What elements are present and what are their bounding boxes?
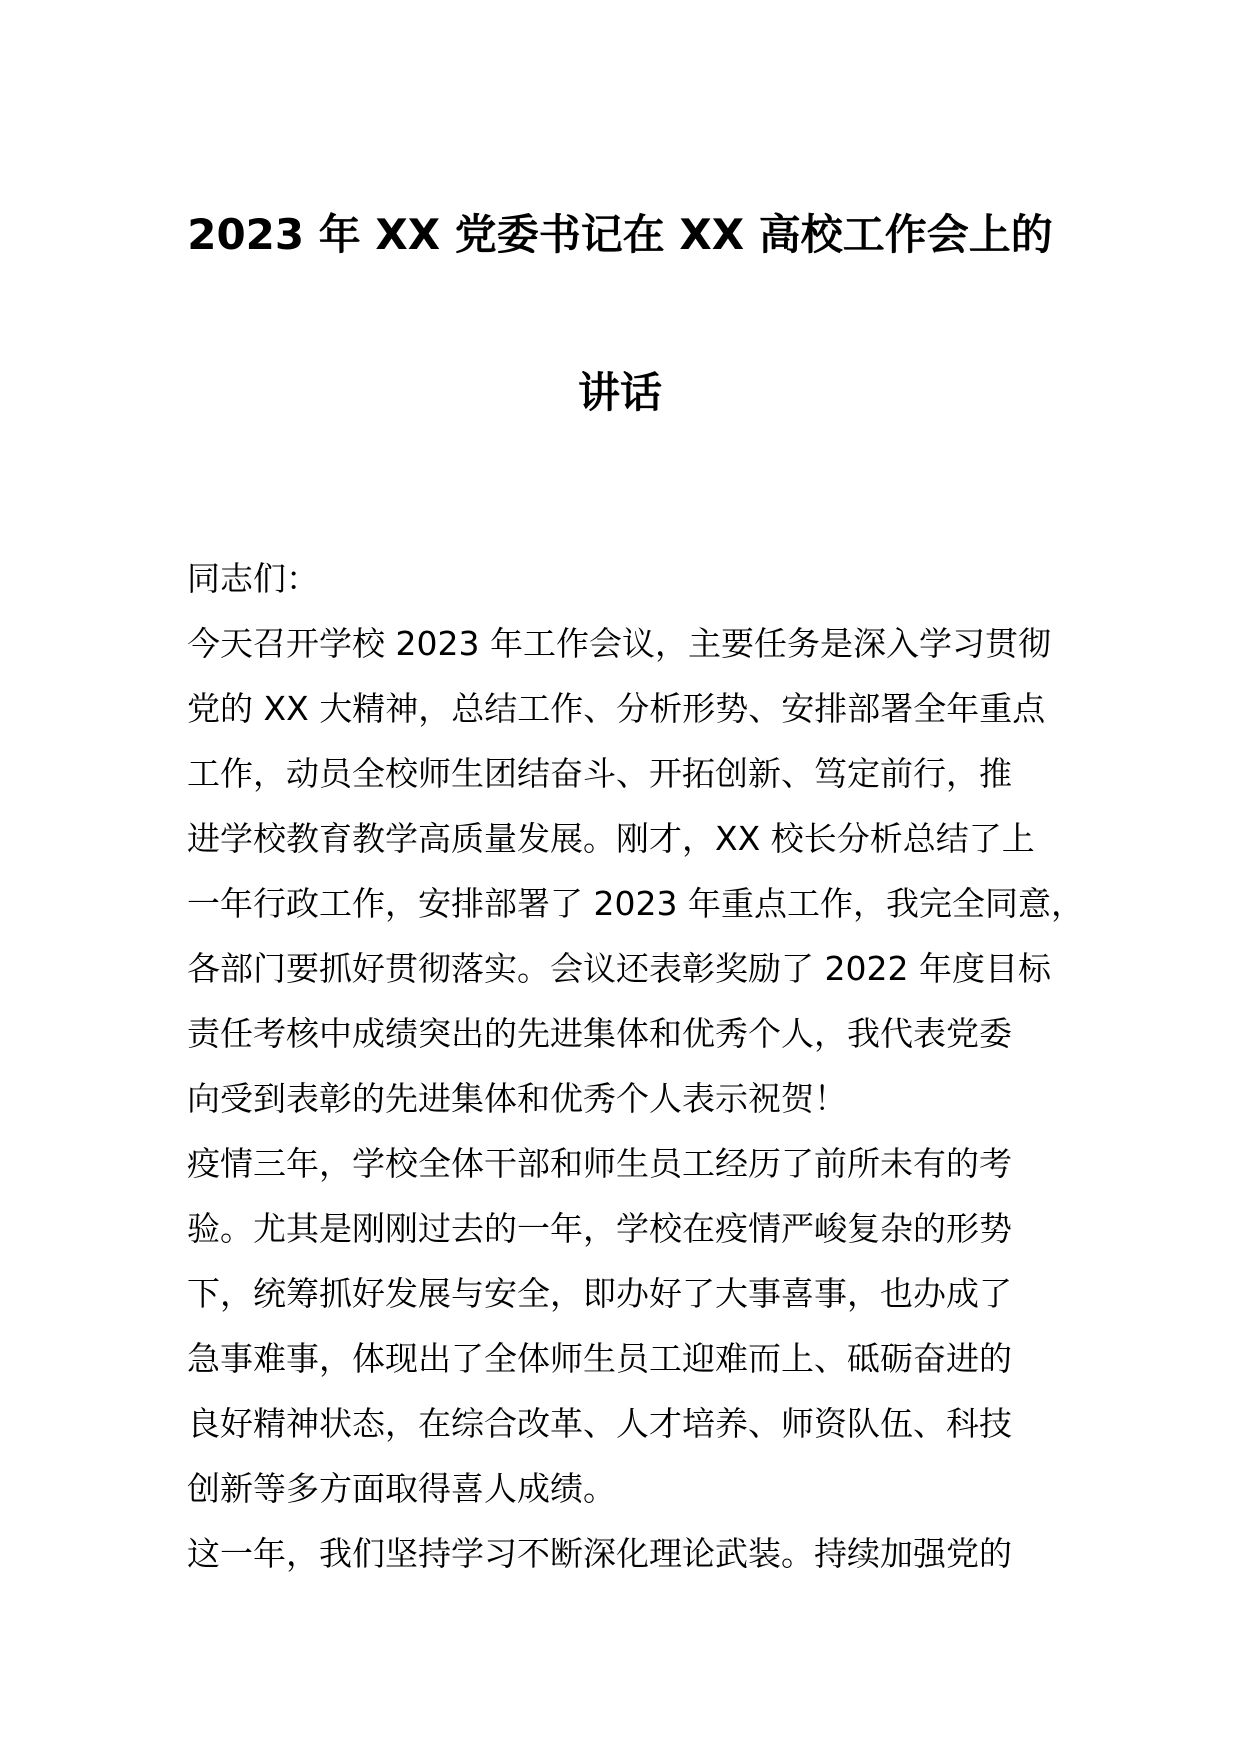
body-line: 验。尤其是刚刚过去的一年，学校在疫情严峻复杂的形势: [187, 1209, 1012, 1248]
body-line: 下，统筹抓好发展与安全，即办好了大事喜事，也办成了: [187, 1274, 1012, 1313]
body-line: 党的 XX 大精神，总结工作、分析形势、安排部署全年重点: [187, 689, 1046, 728]
body-line: 各部门要抓好贯彻落实。会议还表彰奖励了 2022 年度目标: [187, 949, 1051, 988]
body-line: 向受到表彰的先进集体和优秀个人表示祝贺！: [187, 1079, 847, 1118]
body-line: 良好精神状态，在综合改革、人才培养、师资队伍、科技: [187, 1404, 1012, 1443]
document-title-line-2: 讲话: [577, 368, 662, 417]
body-line: 责任考核中成绩突出的先进集体和优秀个人，我代表党委: [187, 1014, 1012, 1053]
body-line: 一年行政工作，安排部署了 2023 年重点工作，我完全同意，: [187, 884, 1084, 923]
document-title-line-1: 2023 年 XX 党委书记在 XX 高校工作会上的: [187, 210, 1053, 259]
body-line: 疫情三年，学校全体干部和师生员工经历了前所未有的考: [187, 1144, 1012, 1183]
salutation: 同志们：: [187, 559, 319, 598]
body-line: 今天召开学校 2023 年工作会议，主要任务是深入学习贯彻: [187, 624, 1051, 663]
body-line: 进学校教育教学高质量发展。刚才，XX 校长分析总结了上: [187, 819, 1035, 858]
body-line: 工作，动员全校师生团结奋斗、开拓创新、笃定前行，推: [187, 754, 1012, 793]
body-line: 这一年，我们坚持学习不断深化理论武装。持续加强党的: [187, 1534, 1012, 1573]
document-body: [187, 546, 1087, 1586]
body-line: 急事难事，体现出了全体师生员工迎难而上、砥砺奋进的: [187, 1339, 1012, 1378]
body-line: 创新等多方面取得喜人成绩。: [187, 1469, 616, 1508]
